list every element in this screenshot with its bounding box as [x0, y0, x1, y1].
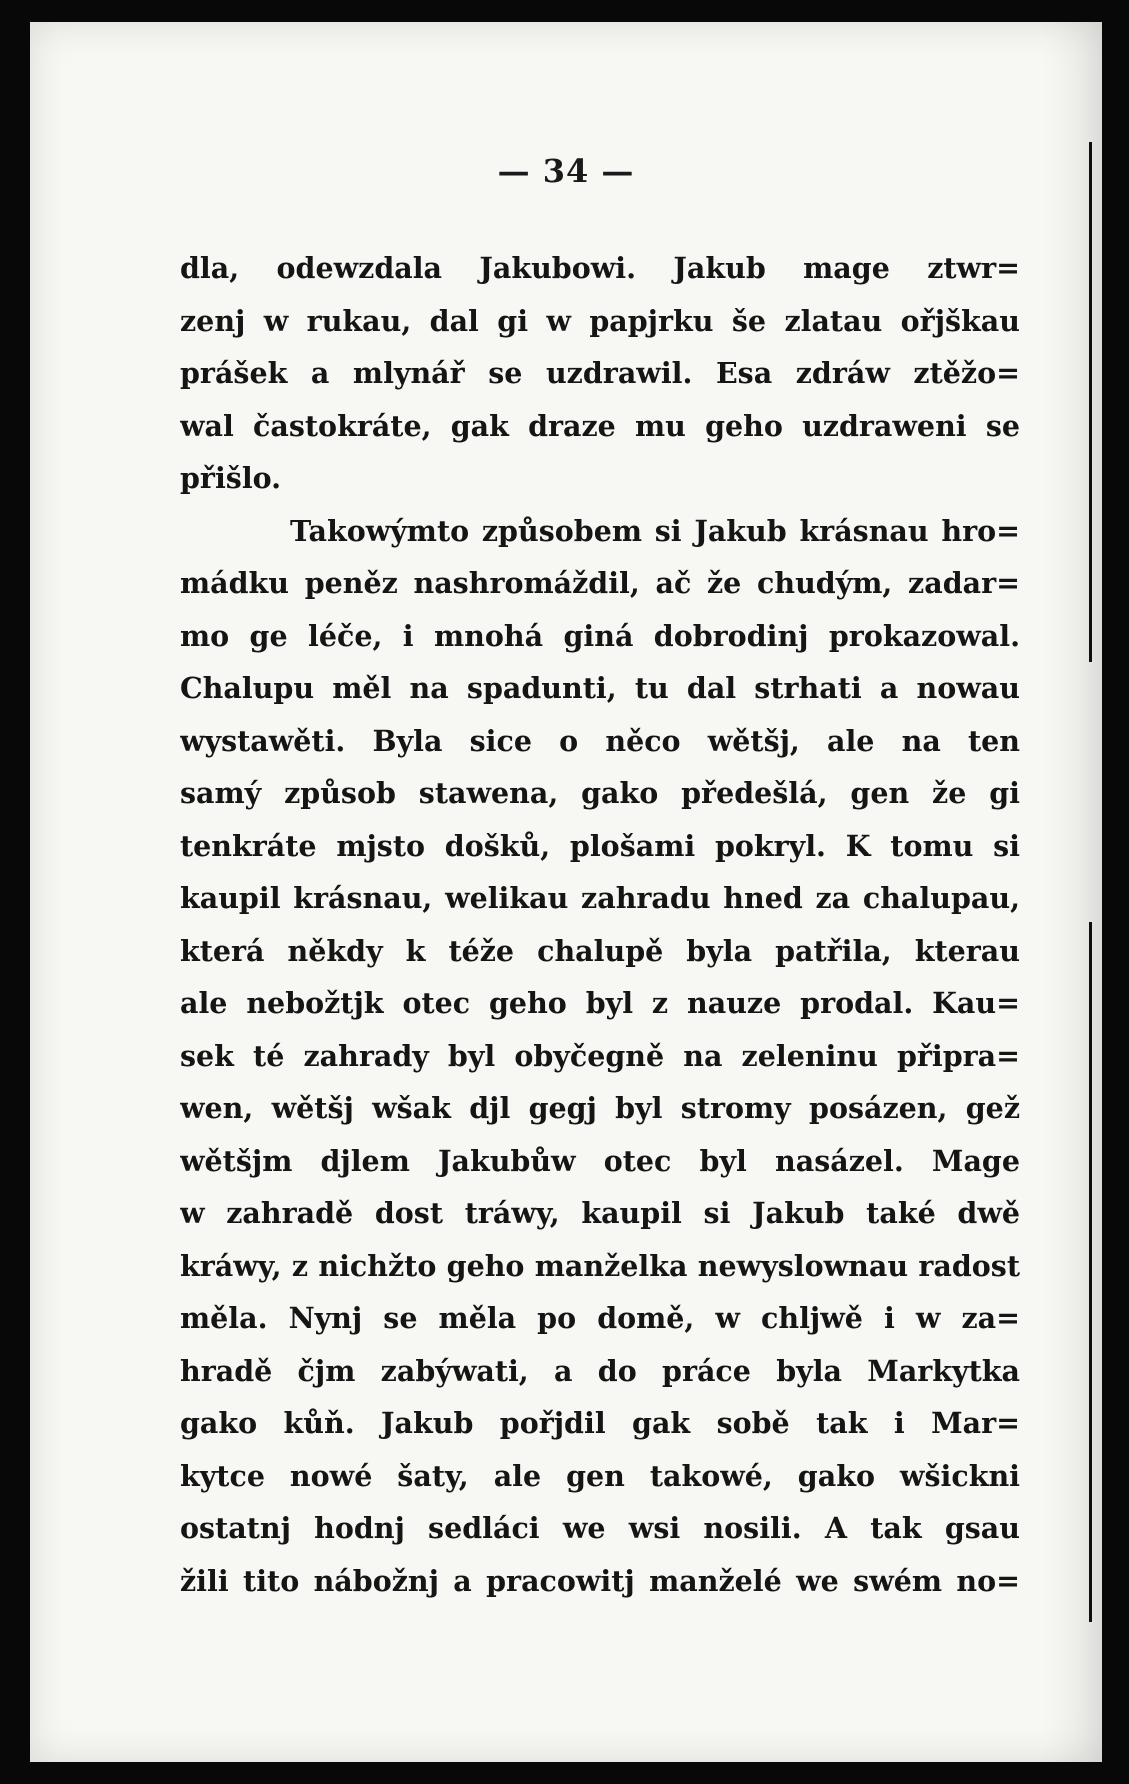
text-line: ostatnj hodnj sedláci we wsi nosili. A tak gsau: [180, 1511, 1020, 1545]
text-line: mo ge léče, i mnohá giná dobrodinj prokazowal.: [180, 618, 1020, 653]
page-number: — 34 —: [497, 152, 635, 190]
text-line: gako kůň. Jakub pořjdil gak sobě tak i Mar=: [180, 1406, 1020, 1440]
text-line: samý způsob stawena, gako předešlá, gen že gi: [180, 776, 1020, 810]
text-line: wen, wětšj wšak djl gegj byl stromy posázen, gež: [180, 1091, 1020, 1125]
text-line: wystawěti. Byla sice o něco wětšj, ale na ten: [180, 723, 1020, 758]
text-line: dla, odewzdala Jakubowi. Jakub mage ztwr=: [180, 251, 1020, 285]
text-line: ale nebožtjk otec geho byl z nauze prodal. Kau=: [180, 986, 1020, 1020]
text-line: Takowýmto způsobem si Jakub krásnau hro=: [290, 513, 1020, 548]
body-text: [180, 242, 1020, 1607]
text-line: sek té zahrady byl obyčegně na zeleninu připra=: [180, 1038, 1020, 1073]
text-line: prášek a mlynář se uzdrawil. Esa zdráw ztěžo=: [180, 356, 1020, 390]
text-line: žili tito nábožnj a pracowitj manželé we swém no=: [180, 1563, 1020, 1598]
text-line: tenkráte mjsto došků, plošami pokryl. K tomu si: [180, 828, 1020, 863]
text-line: měla. Nynj se měla po domě, w chljwě i w za=: [180, 1301, 1020, 1335]
book-page: [30, 22, 1102, 1762]
margin-rule: [1089, 922, 1092, 1622]
text-line: zenj w rukau, dal gi w papjrku še zlatau ořjškau: [180, 303, 1020, 338]
text-line: která někdy k téže chalupě byla patřila, kterau: [180, 933, 1020, 968]
text-line: wětšjm djlem Jakubůw otec byl nasázel. Mage: [180, 1143, 1020, 1178]
text-line: Chalupu měl na spadunti, tu dal strhati a nowau: [180, 671, 1020, 705]
text-line: přišlo.: [180, 461, 282, 495]
text-line: wal častokráte, gak draze mu geho uzdraweni se: [180, 408, 1020, 443]
text-line: w zahradě dost tráwy, kaupil si Jakub také dwě: [180, 1196, 1020, 1230]
margin-rule: [1089, 142, 1092, 662]
text-line: kráwy, z nichžto geho manželka newyslownau radost: [180, 1248, 1020, 1283]
text-line: kytce nowé šaty, ale gen takowé, gako wšickni: [180, 1458, 1020, 1493]
text-line: mádku peněz nashromáždil, ač že chudým, zadar=: [180, 566, 1020, 600]
text-line: hradě čjm zabýwati, a do práce byla Markytka: [180, 1353, 1020, 1388]
text-line: kaupil krásnau, welikau zahradu hned za chalupau,: [180, 881, 1020, 915]
